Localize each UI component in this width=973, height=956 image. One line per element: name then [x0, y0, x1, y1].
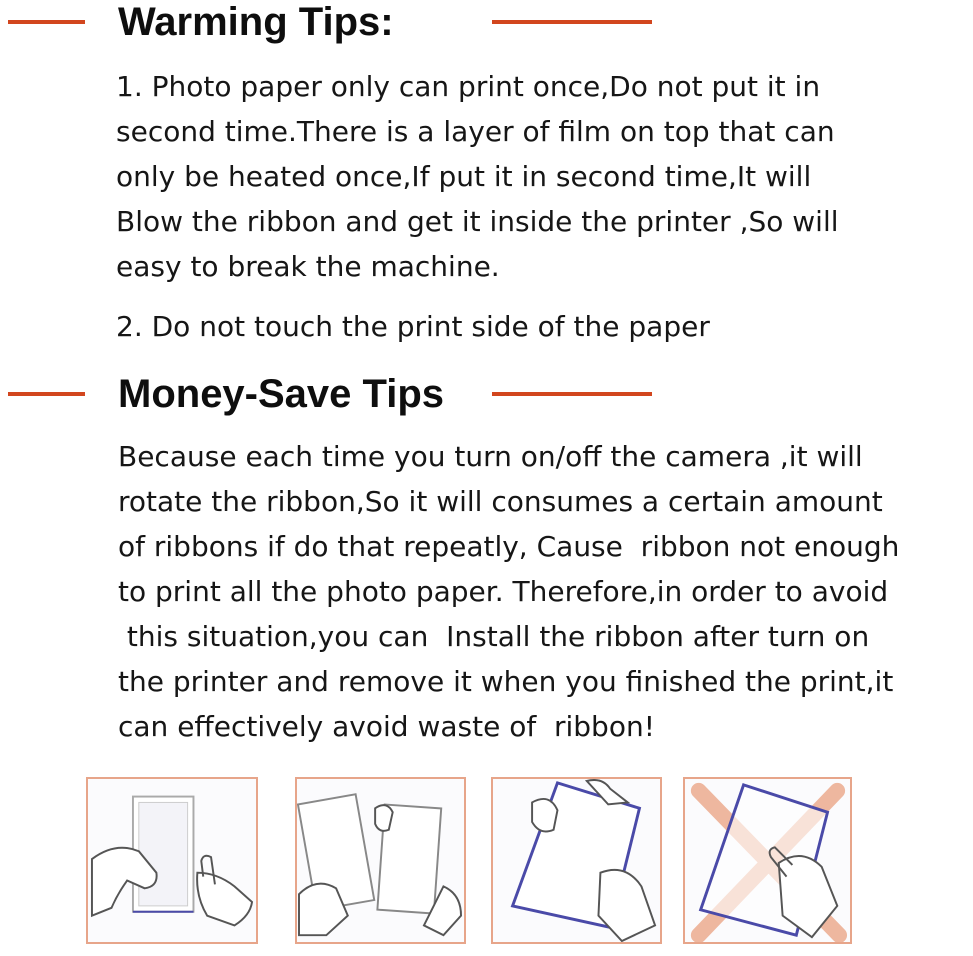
tip-line: the printer and remove it when you finished the print,it: [118, 665, 894, 698]
heading-rule-left: [8, 392, 85, 396]
money-save-tips-title: Money-Save Tips: [118, 372, 445, 416]
tip-line: 1. Photo paper only can print once,Do not put it in: [116, 70, 821, 103]
warming-tip-1: [116, 64, 839, 289]
tip-line: Blow the ribbon and get it inside the printer ,So will: [116, 205, 839, 238]
warming-tip-2: [116, 304, 710, 349]
tip-line: Because each time you turn on/off the camera ,it will: [118, 440, 863, 473]
heading-rule-right: [492, 20, 652, 24]
illustration-panel-3: [491, 777, 662, 944]
warming-tips-title: Warming Tips:: [118, 0, 394, 44]
tip-line: of ribbons if do that repeatly, Cause ribbon not enough: [118, 530, 900, 563]
tip-line: 2. Do not touch the print side of the paper: [116, 310, 710, 343]
illustration-panel-2: [295, 777, 466, 944]
tip-line: only be heated once,If put it in second time,It will: [116, 160, 812, 193]
crossed-out-touching-print-side-icon: [685, 779, 850, 942]
money-save-paragraph: [118, 434, 899, 749]
tip-line: to print all the photo paper. Therefore,in order to avoid: [118, 575, 889, 608]
tip-line: second time.There is a layer of film on top that can: [116, 115, 835, 148]
heading-rule-left: [8, 20, 85, 24]
illustration-panel-4: [683, 777, 852, 944]
illustration-panel-1: [86, 777, 258, 944]
tip-line: can effectively avoid waste of ribbon!: [118, 710, 655, 743]
hand-holding-paper-by-edge-icon: [88, 779, 256, 942]
tip-line: this situation,you can Install the ribbon after turn on: [118, 620, 870, 653]
tip-line: easy to break the machine.: [116, 250, 500, 283]
tip-line: rotate the ribbon,So it will consumes a certain amount: [118, 485, 883, 518]
two-papers-held-icon: [297, 779, 464, 942]
hand-holding-paper-icon: [493, 779, 660, 942]
heading-rule-right: [492, 392, 652, 396]
